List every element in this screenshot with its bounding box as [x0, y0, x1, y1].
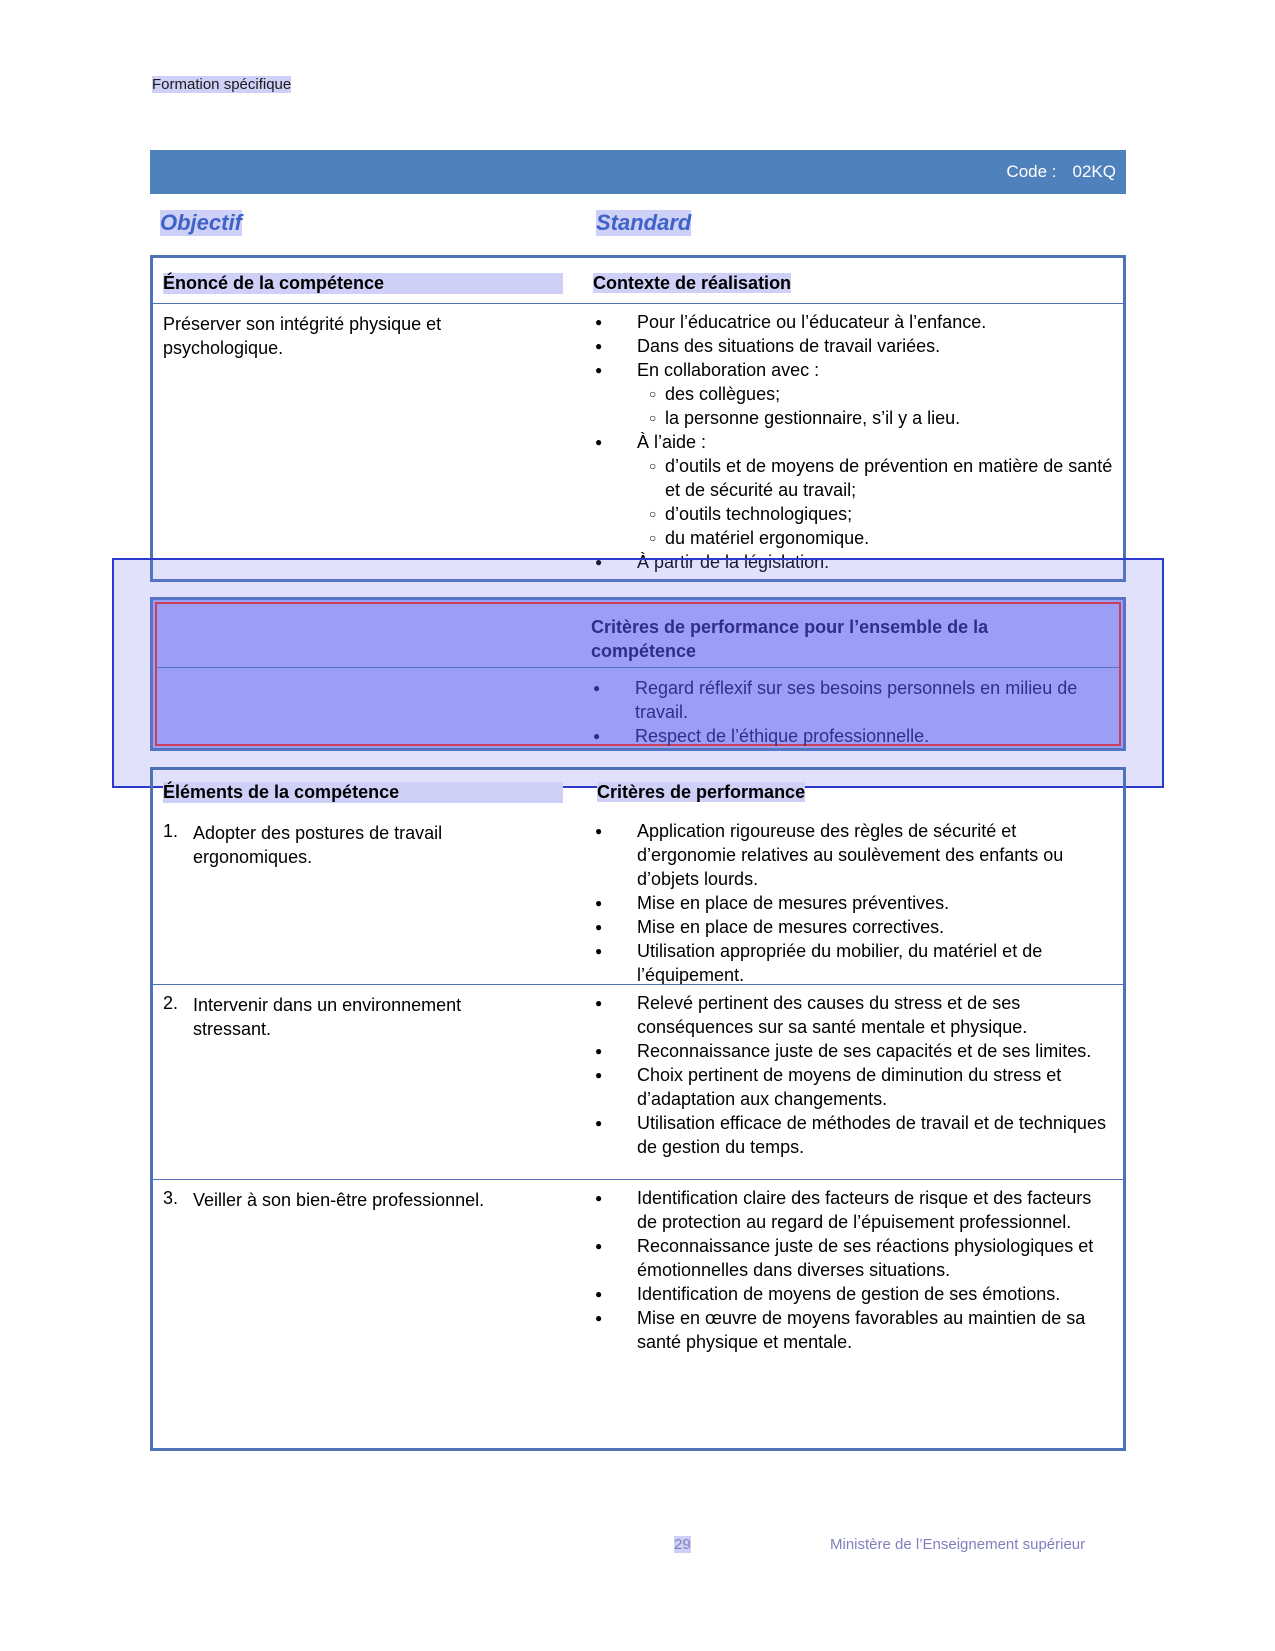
criteria-item: ● Identification claire des facteurs de risque et des facteurs de protection au regard de l’épuisement professionnel. [593, 1186, 1115, 1234]
elements-head-row [153, 770, 1123, 813]
criteria-cell [593, 819, 1115, 987]
footer-ministry: Ministère de l’Enseignement supérieur [830, 1536, 1086, 1553]
elements-heading: Éléments de la compétence [163, 782, 563, 803]
element-number: 3. [163, 1188, 179, 1208]
criteria-item: ● Application rigoureuse des règles de sécurité et d’ergonomie relatives au soulèvement des enfants ou d’objets lourds. [593, 819, 1115, 891]
ensemble-heading: Critères de performance pour l’ensemble de la compétence [591, 617, 989, 661]
element-text: Intervenir dans un environnement stressant. [193, 995, 462, 1039]
element-cell [163, 993, 563, 1041]
ensemble-item: ● Respect de l’éthique professionnelle. [591, 724, 1079, 748]
element-number: 2. [163, 993, 179, 1013]
contexte-item-text: Dans des situations de travail variées. [637, 336, 941, 356]
selection-overlay [112, 558, 1164, 788]
criteria-list [593, 1186, 1115, 1354]
code-bar [150, 150, 1126, 194]
contexte-list [593, 310, 1115, 574]
criteria-item: ● Reconnaissance juste de ses réactions physiologiques et émotionnelles dans diverses situations. [593, 1234, 1115, 1282]
objectif-heading: Objectif [160, 210, 242, 235]
contexte-item-text: À l’aide : [637, 432, 707, 452]
criteria-item: ● Relevé pertinent des causes du stress et de ses conséquences sur sa santé mentale et physique. [593, 991, 1115, 1039]
contexte-item-text: À partir de la législation. [637, 552, 830, 572]
contexte-heading: Contexte de réalisation [593, 273, 792, 293]
contexte-subitem: ○ d’outils technologiques; [649, 502, 1115, 526]
criteria-item: ● Mise en place de mesures correctives. [593, 915, 1115, 939]
element-text: Veiller à son bien-être professionnel. [193, 1190, 485, 1210]
contexte-item-text: Pour l’éducatrice ou l’éducateur à l’enfance. [637, 312, 987, 332]
element-cell [163, 1188, 563, 1212]
competence-box [150, 255, 1126, 582]
running-header: Formation spécifique [152, 76, 292, 93]
page-number: 29 [674, 1536, 691, 1553]
criteria-item: ● Mise en place de mesures préventives. [593, 891, 1115, 915]
element-text: Adopter des postures de travail ergonomiques. [193, 823, 443, 867]
element-row [153, 813, 1123, 984]
contexte-sublist [637, 454, 1115, 550]
element-number: 1. [163, 821, 179, 841]
contexte-sublist [637, 382, 1115, 430]
element-row [153, 1179, 1123, 1420]
elements-rows [153, 813, 1123, 1420]
enonce-text: Préserver son intégrité physique et psychologique. [163, 314, 442, 358]
criteres-heading: Critères de performance [597, 782, 806, 802]
contexte-item-text: En collaboration avec : [637, 360, 820, 380]
criteria-cell [593, 991, 1115, 1159]
contexte-item [593, 358, 1115, 430]
criteria-item: ● Mise en œuvre de moyens favorables au maintien de sa santé physique et mentale. [593, 1306, 1115, 1354]
elements-box [150, 767, 1126, 1451]
criteria-item: ● Identification de moyens de gestion de ses émotions. [593, 1282, 1115, 1306]
element-row [153, 984, 1123, 1179]
contexte-subitem: ○ des collègues; [649, 382, 1115, 406]
standard-heading: Standard [596, 210, 692, 235]
contexte-subitem: ○ d’outils et de moyens de prévention en matière de santé et de sécurité au travail; [649, 454, 1115, 502]
ensemble-item: ● Regard réflexif sur ses besoins personnels en milieu de travail. [591, 676, 1079, 724]
criteria-item: ● Utilisation efficace de méthodes de travail et de techniques de gestion du temps. [593, 1111, 1115, 1159]
competence-head-row [153, 258, 1123, 303]
criteria-list [593, 991, 1115, 1159]
element-cell [163, 821, 563, 869]
contexte-subitem: ○ la personne gestionnaire, s’il y a lieu. [649, 406, 1115, 430]
contexte-item [593, 310, 1115, 334]
enonce-heading: Énoncé de la compétence [163, 273, 563, 294]
contexte-item [593, 430, 1115, 550]
criteria-cell [593, 1186, 1115, 1354]
criteria-item: ● Utilisation appropriée du mobilier, du matériel et de l’équipement. [593, 939, 1115, 987]
code-label: Code : [1006, 162, 1057, 181]
contexte-item [593, 334, 1115, 358]
competency-code [1006, 162, 1116, 182]
competence-body-row [153, 303, 1123, 580]
contexte-subitem: ○ du matériel ergonomique. [649, 526, 1115, 550]
criteria-item: ● Choix pertinent de moyens de diminution du stress et d’adaptation aux changements. [593, 1063, 1115, 1111]
criteria-item: ● Reconnaissance juste de ses capacités et de ses limites. [593, 1039, 1115, 1063]
criteria-list [593, 819, 1115, 987]
code-value: 02KQ [1072, 162, 1116, 181]
